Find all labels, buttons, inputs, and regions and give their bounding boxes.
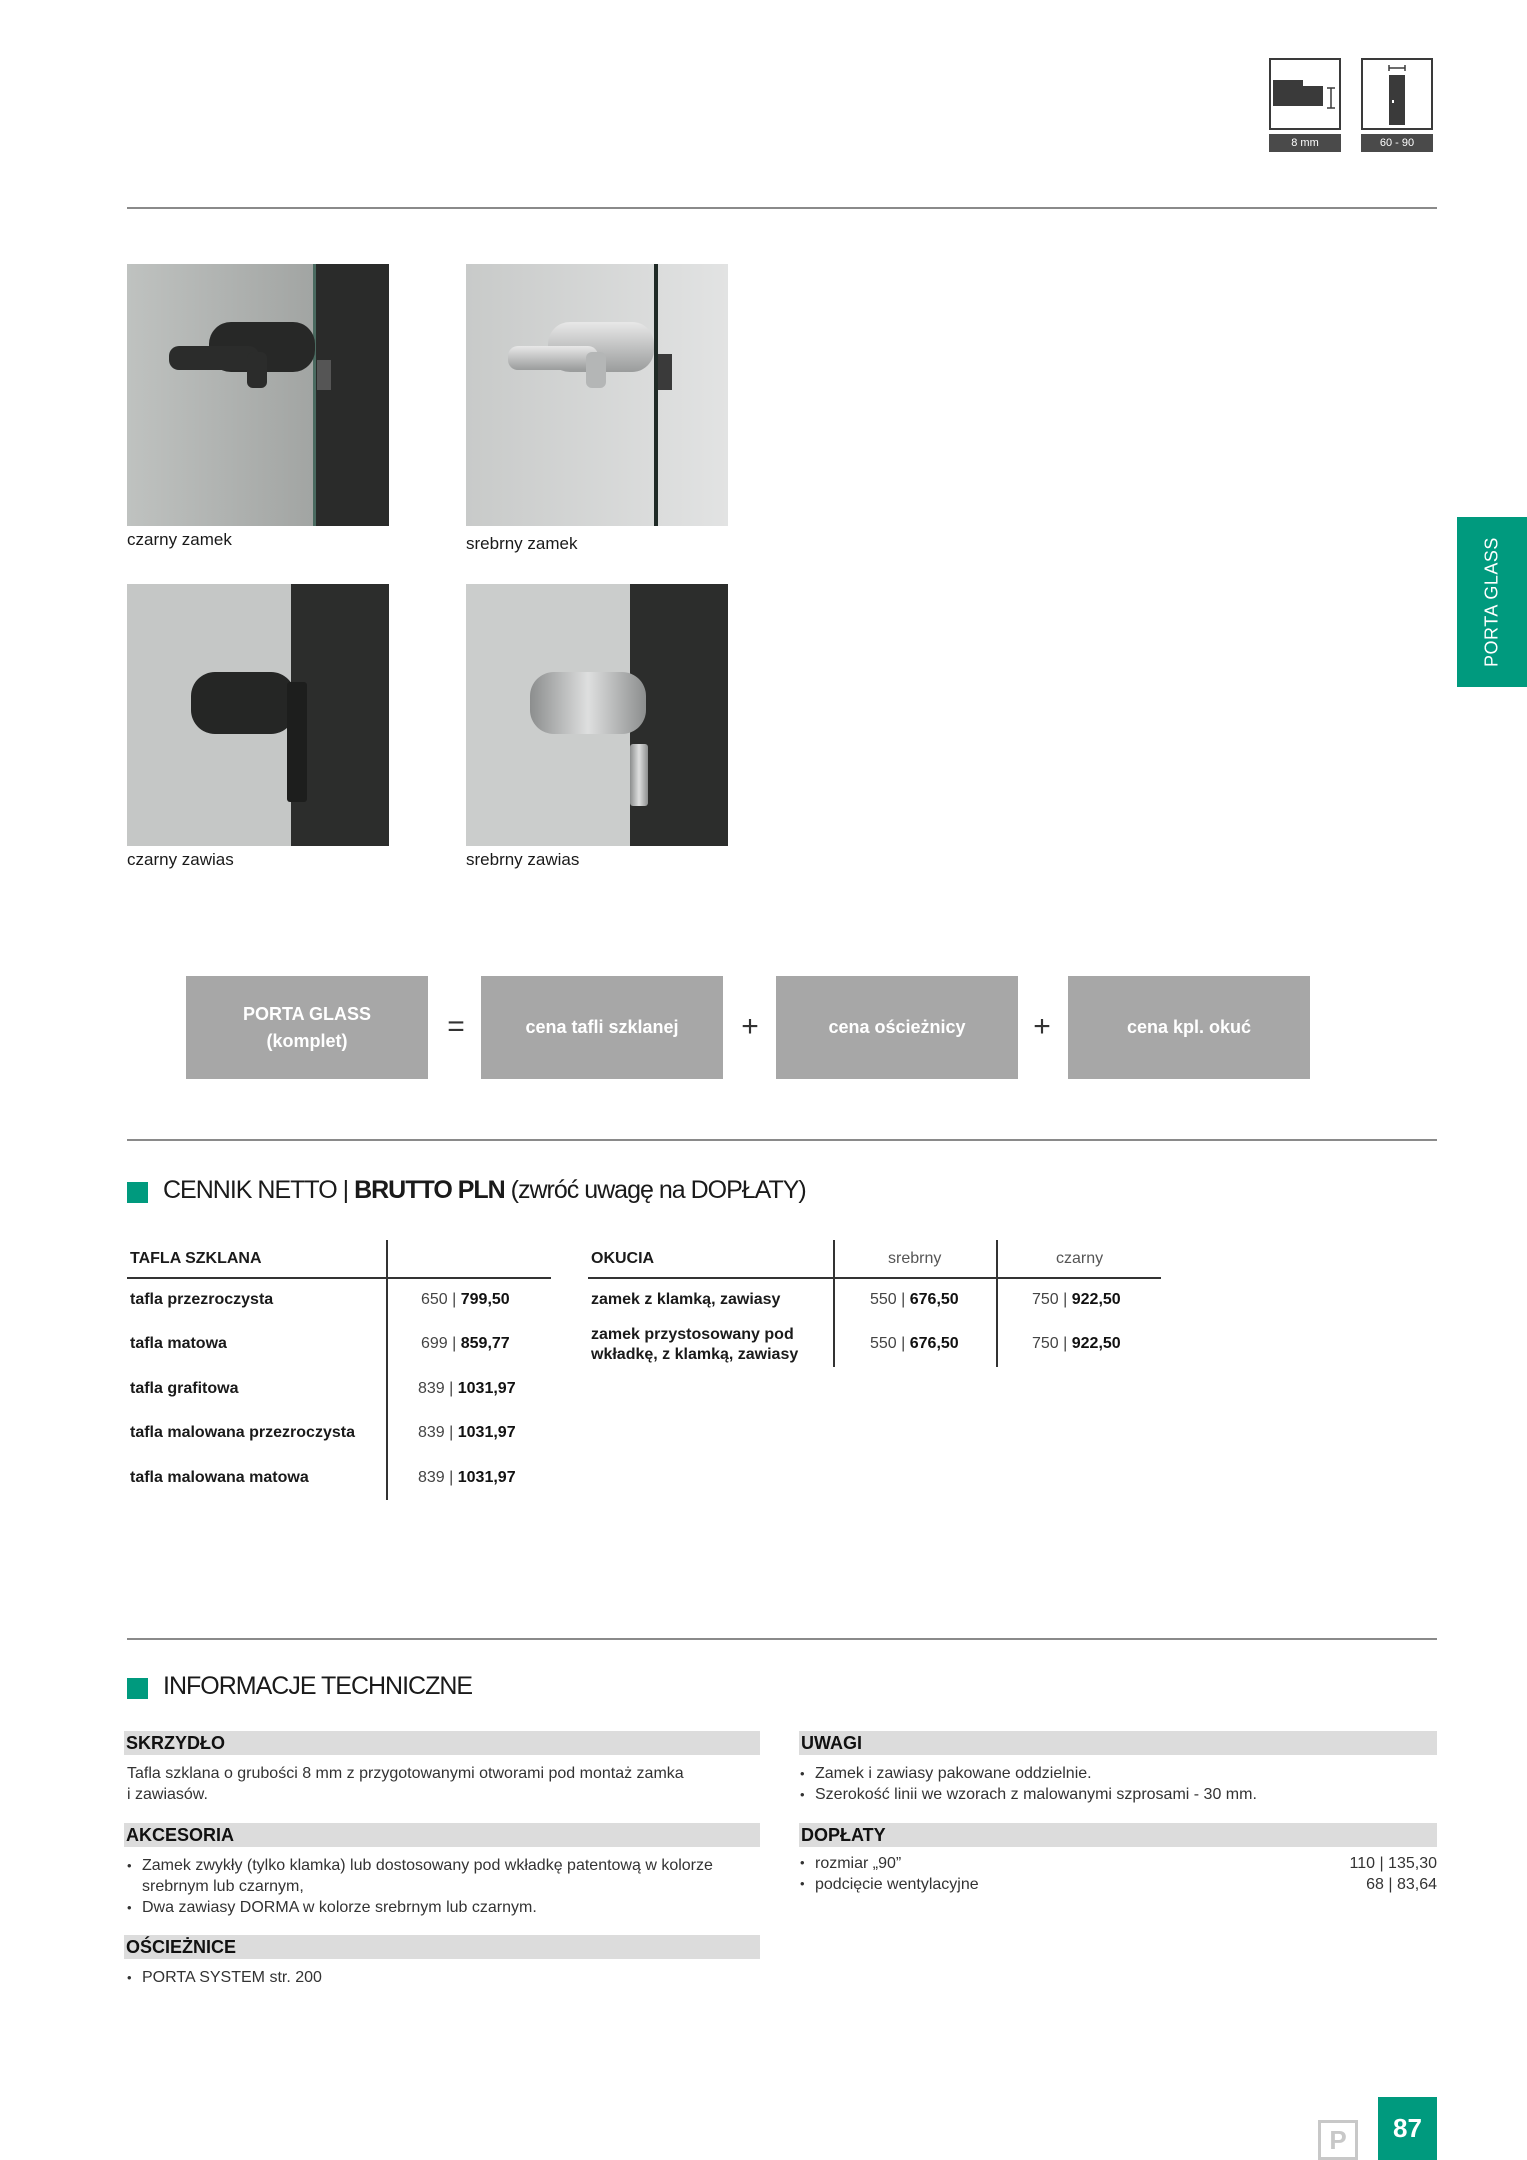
price-divider bbox=[127, 1139, 1437, 1141]
accessories-section-bar: AKCESORIA bbox=[124, 1823, 760, 1847]
silver-lock-photo bbox=[466, 264, 728, 526]
side-tab-label: PORTA GLASS bbox=[1481, 537, 1502, 667]
formula-plus-1: + bbox=[741, 1010, 759, 1043]
glass-row-label: tafla przezroczysta bbox=[130, 1291, 274, 1308]
list-item: • Szerokość linii we wzorach z malowanymi szprosami - 30 mm. bbox=[800, 1784, 1257, 1805]
door-width-caption: 60 - 90 bbox=[1361, 134, 1433, 152]
glass-thickness-spec bbox=[1269, 58, 1341, 152]
glass-row-label: tafla malowana matowa bbox=[130, 1469, 309, 1486]
frames-list bbox=[127, 1967, 322, 1988]
glass-row-price: 839 | 1031,97 bbox=[418, 1424, 516, 1441]
glass-row-price: 839 | 1031,97 bbox=[418, 1380, 516, 1397]
glass-row-label: tafla malowana przezroczysta bbox=[130, 1424, 355, 1441]
formula-fittings-price-box bbox=[1068, 976, 1310, 1079]
formula-term-glass: cena tafli szklanej bbox=[525, 1017, 679, 1037]
formula-frame-price-box bbox=[776, 976, 1018, 1079]
fittings-col-black: czarny bbox=[1056, 1250, 1104, 1267]
fittings-row-silver-price: 550 | 676,50 bbox=[870, 1335, 959, 1352]
glass-table-header: TAFLA SZKLANA bbox=[130, 1250, 262, 1267]
fittings-row-black-price: 750 | 922,50 bbox=[1032, 1335, 1121, 1352]
tech-heading-marker bbox=[127, 1678, 148, 1699]
glass-row-label: tafla grafitowa bbox=[130, 1380, 239, 1397]
tech-divider bbox=[127, 1638, 1437, 1640]
tech-heading: INFORMACJE TECHNICZNE bbox=[163, 1672, 473, 1700]
list-item: • Zamek zwykły (tylko klamka) lub dostosowany pod wkładkę patentową w kolorze srebrnym lub czarnym, bbox=[127, 1855, 713, 1897]
fittings-table-hline bbox=[588, 1277, 1161, 1279]
accessories-list bbox=[127, 1855, 713, 1918]
section-side-tab bbox=[1457, 517, 1527, 687]
notes-list bbox=[800, 1763, 1257, 1805]
glass-row-price: 699 | 859,77 bbox=[421, 1335, 510, 1352]
notes-section-bar: UWAGI bbox=[799, 1731, 1437, 1755]
page-number: 87 bbox=[1378, 2097, 1437, 2160]
list-item: • Dwa zawiasy DORMA w kolorze srebrnym lub czarnym. bbox=[127, 1897, 713, 1918]
silver-hinge-caption: srebrny zawias bbox=[466, 850, 580, 869]
price-heading: CENNIK NETTO | BRUTTO PLN (zwróć uwagę na DOPŁATY) bbox=[163, 1176, 806, 1204]
surcharges-section-bar: DOPŁATY bbox=[799, 1823, 1437, 1847]
glass-row-label: tafla matowa bbox=[130, 1335, 227, 1352]
silver-lock-caption: srebrny zamek bbox=[466, 534, 578, 553]
frames-section-bar: OŚCIEŻNICE bbox=[124, 1935, 760, 1959]
door-width-icon bbox=[1361, 58, 1433, 130]
formula-term-frame: cena ościeżnicy bbox=[828, 1017, 966, 1037]
surcharge-value: 110 | 135,30 bbox=[1349, 1855, 1437, 1872]
fittings-row-label: zamek z klamką, zawiasy bbox=[591, 1291, 781, 1308]
leaf-description: Tafla szklana o grubości 8 mm z przygotowanymi otworami pod montaż zamka i zawiasów. bbox=[127, 1765, 684, 1803]
black-hinge-photo bbox=[127, 584, 389, 846]
surcharge-label: • rozmiar „90” bbox=[800, 1855, 901, 1873]
glass-table-vline bbox=[386, 1240, 388, 1500]
formula-equals: = bbox=[447, 1010, 465, 1043]
fittings-row-label: zamek przystosowany pod wkładkę, z klamką, zawiasy bbox=[591, 1326, 799, 1363]
fittings-row-black-price: 750 | 922,50 bbox=[1032, 1291, 1121, 1308]
formula-product-line2: (komplet) bbox=[266, 1030, 348, 1051]
fittings-table-vline-2 bbox=[996, 1240, 998, 1367]
formula-glass-price-box bbox=[481, 976, 723, 1079]
formula-plus-2: + bbox=[1033, 1010, 1051, 1043]
formula-product-box bbox=[186, 976, 428, 1079]
list-item: • Zamek i zawiasy pakowane oddzielnie. bbox=[800, 1763, 1257, 1784]
glass-row-price: 839 | 1031,97 bbox=[418, 1469, 516, 1486]
surcharge-label: • podcięcie wentylacyjne bbox=[800, 1876, 979, 1894]
glass-row-price: 650 | 799,50 bbox=[421, 1291, 510, 1308]
formula-product-line1: PORTA GLASS bbox=[242, 1003, 371, 1024]
glass-table-hline bbox=[127, 1277, 551, 1279]
black-lock-caption: czarny zamek bbox=[127, 530, 232, 549]
fittings-col-silver: srebrny bbox=[888, 1250, 942, 1267]
fittings-table-header: OKUCIA bbox=[591, 1250, 655, 1267]
surcharge-row bbox=[800, 1876, 1437, 1897]
formula-term-fittings: cena kpl. okuć bbox=[1126, 1017, 1252, 1037]
top-divider bbox=[127, 207, 1437, 209]
leaf-section-bar: SKRZYDŁO bbox=[124, 1731, 760, 1755]
fittings-row-silver-price: 550 | 676,50 bbox=[870, 1291, 959, 1308]
glass-thickness-icon bbox=[1269, 58, 1341, 130]
price-heading-marker bbox=[127, 1182, 148, 1203]
silver-hinge-photo bbox=[466, 584, 728, 846]
brand-logo-icon: P bbox=[1318, 2120, 1358, 2160]
black-hinge-caption: czarny zawias bbox=[127, 850, 234, 869]
black-lock-photo bbox=[127, 264, 389, 526]
list-item: • PORTA SYSTEM str. 200 bbox=[127, 1967, 322, 1988]
door-width-spec bbox=[1361, 58, 1433, 152]
glass-thickness-caption: 8 mm bbox=[1269, 134, 1341, 152]
fittings-table-vline-1 bbox=[833, 1240, 835, 1367]
surcharge-row bbox=[800, 1855, 1437, 1876]
surcharge-value: 68 | 83,64 bbox=[1366, 1876, 1437, 1893]
